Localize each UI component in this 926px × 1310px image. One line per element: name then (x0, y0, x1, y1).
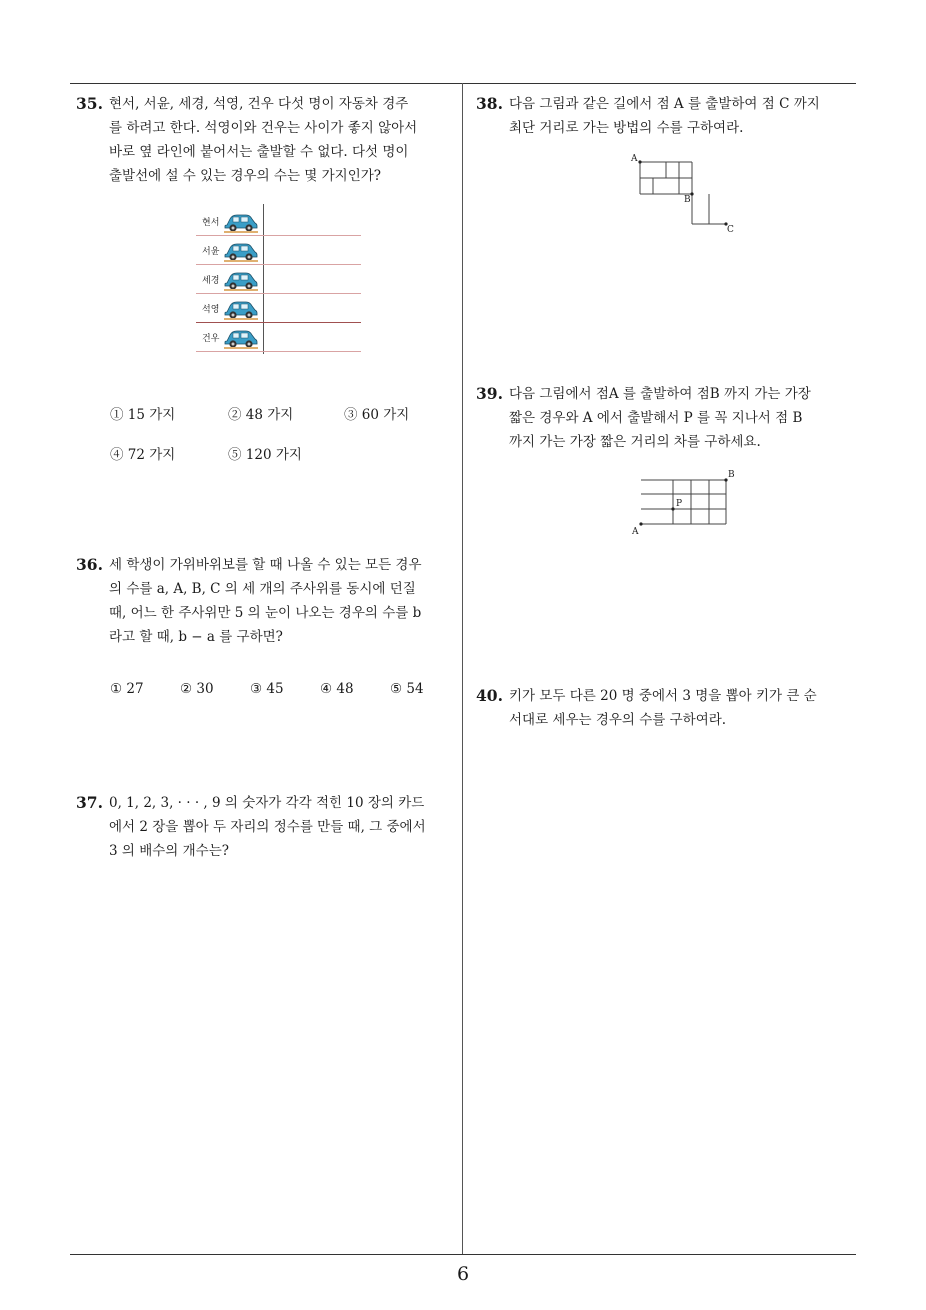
point-p-label: P (676, 499, 683, 509)
question-number: 37. (76, 793, 103, 812)
question-text (509, 684, 817, 732)
column-divider (462, 83, 463, 1255)
point-b-label: B (684, 195, 691, 205)
car-icon (224, 298, 258, 320)
question-text (509, 92, 820, 140)
question-line: 현서, 서윤, 세경, 석영, 건우 다섯 명이 자동차 경주 (109, 96, 409, 112)
question-40 (476, 684, 860, 736)
question-35 (76, 92, 460, 192)
question-line: 때, 어느 한 주사위만 5 의 눈이 나오는 경우의 수를 b (109, 605, 422, 621)
choice-3[interactable]: ③ 45 (250, 681, 284, 697)
question-38 (476, 92, 860, 144)
car-icon (224, 327, 258, 349)
question-line: 출발선에 설 수 있는 경우의 수는 몇 가지인가? (109, 168, 382, 184)
question-39 (476, 382, 860, 458)
choice-4[interactable]: ④ 48 (320, 681, 354, 697)
lane-label: 석영 (202, 305, 220, 315)
choice-2[interactable]: ② 48 가지 (228, 407, 294, 423)
lane-row (196, 265, 361, 294)
lane-label: 세경 (202, 276, 220, 286)
lane-row (196, 207, 361, 236)
page-number: 6 (456, 1263, 470, 1285)
lane-label: 현서 (202, 218, 220, 228)
point-a-label: A (632, 527, 639, 537)
question-line: 를 하려고 한다. 석영이와 건우는 사이가 좋지 않아서 (109, 120, 418, 136)
choice-5[interactable]: ⑤ 54 (390, 681, 424, 697)
choice-5[interactable]: ⑤ 120 가지 (228, 447, 302, 463)
choice-4[interactable]: ④ 72 가지 (110, 447, 176, 463)
question-36 (76, 553, 460, 653)
question-line: 바로 옆 라인에 붙어서는 출발할 수 없다. 다섯 명이 (109, 144, 409, 160)
question-text (509, 382, 811, 454)
car-icon (224, 269, 258, 291)
point-c-label: C (727, 225, 734, 235)
question-line: 3 의 배수의 개수는? (109, 843, 229, 859)
question-text (109, 553, 421, 649)
question-line: 의 수를 a, A, B, C 의 세 개의 주사위를 동시에 던질 (109, 581, 416, 597)
lane-row (196, 236, 361, 265)
answer-choices (110, 681, 450, 701)
lane-line (196, 351, 361, 352)
question-line: 0, 1, 2, 3, · · · , 9 의 숫자가 각각 적힌 10 장의 카드 (109, 795, 425, 811)
question-line: 세 학생이 가위바위보를 할 때 나올 수 있는 모든 경우 (109, 557, 422, 573)
car-icon (224, 211, 258, 233)
choice-1[interactable]: ① 27 (110, 681, 144, 697)
question-number: 38. (476, 94, 503, 113)
choice-3[interactable]: ③ 60 가지 (344, 407, 410, 423)
question-number: 40. (476, 686, 503, 705)
bottom-rule (70, 1254, 856, 1255)
answer-choices (110, 403, 450, 463)
question-line: 에서 2 장을 뽑아 두 자리의 정수를 만들 때, 그 중에서 (109, 819, 426, 835)
question-line: 까지 가는 가장 짧은 거리의 차를 구하세요. (509, 434, 761, 450)
question-number: 36. (76, 555, 103, 574)
lane-row (196, 323, 361, 352)
car-icon (224, 240, 258, 262)
question-37 (76, 791, 460, 867)
race-lanes-figure (196, 204, 366, 354)
lane-label: 건우 (202, 334, 220, 344)
question-text (109, 92, 417, 188)
lane-label: 서윤 (202, 247, 220, 257)
choice-2[interactable]: ② 30 (180, 681, 214, 697)
point-b-label: B (728, 470, 735, 480)
choice-1[interactable]: ① 15 가지 (110, 407, 176, 423)
lane-row (196, 294, 361, 323)
question-text (109, 791, 426, 863)
question-line: 서대로 세우는 경우의 수를 구하여라. (509, 712, 727, 728)
question-number: 35. (76, 94, 103, 113)
question-number: 39. (476, 384, 503, 403)
question-line: 다음 그림에서 점A 를 출발하여 점B 까지 가는 가장 (509, 386, 811, 402)
staircase-grid-figure (628, 150, 740, 236)
grid-path-figure (628, 466, 740, 538)
top-rule (70, 83, 856, 84)
question-line: 키가 모두 다른 20 명 중에서 3 명을 뽑아 키가 큰 순 (509, 688, 817, 704)
question-line: 다음 그림과 같은 길에서 점 A 를 출발하여 점 C 까지 (509, 96, 820, 112)
point-a-label: A (631, 154, 638, 164)
question-line: 짧은 경우와 A 에서 출발해서 P 를 꼭 지나서 점 B (509, 410, 803, 426)
question-line: 라고 할 때, b − a 를 구하면? (109, 629, 283, 645)
question-line: 최단 거리로 가는 방법의 수를 구하여라. (509, 120, 744, 136)
